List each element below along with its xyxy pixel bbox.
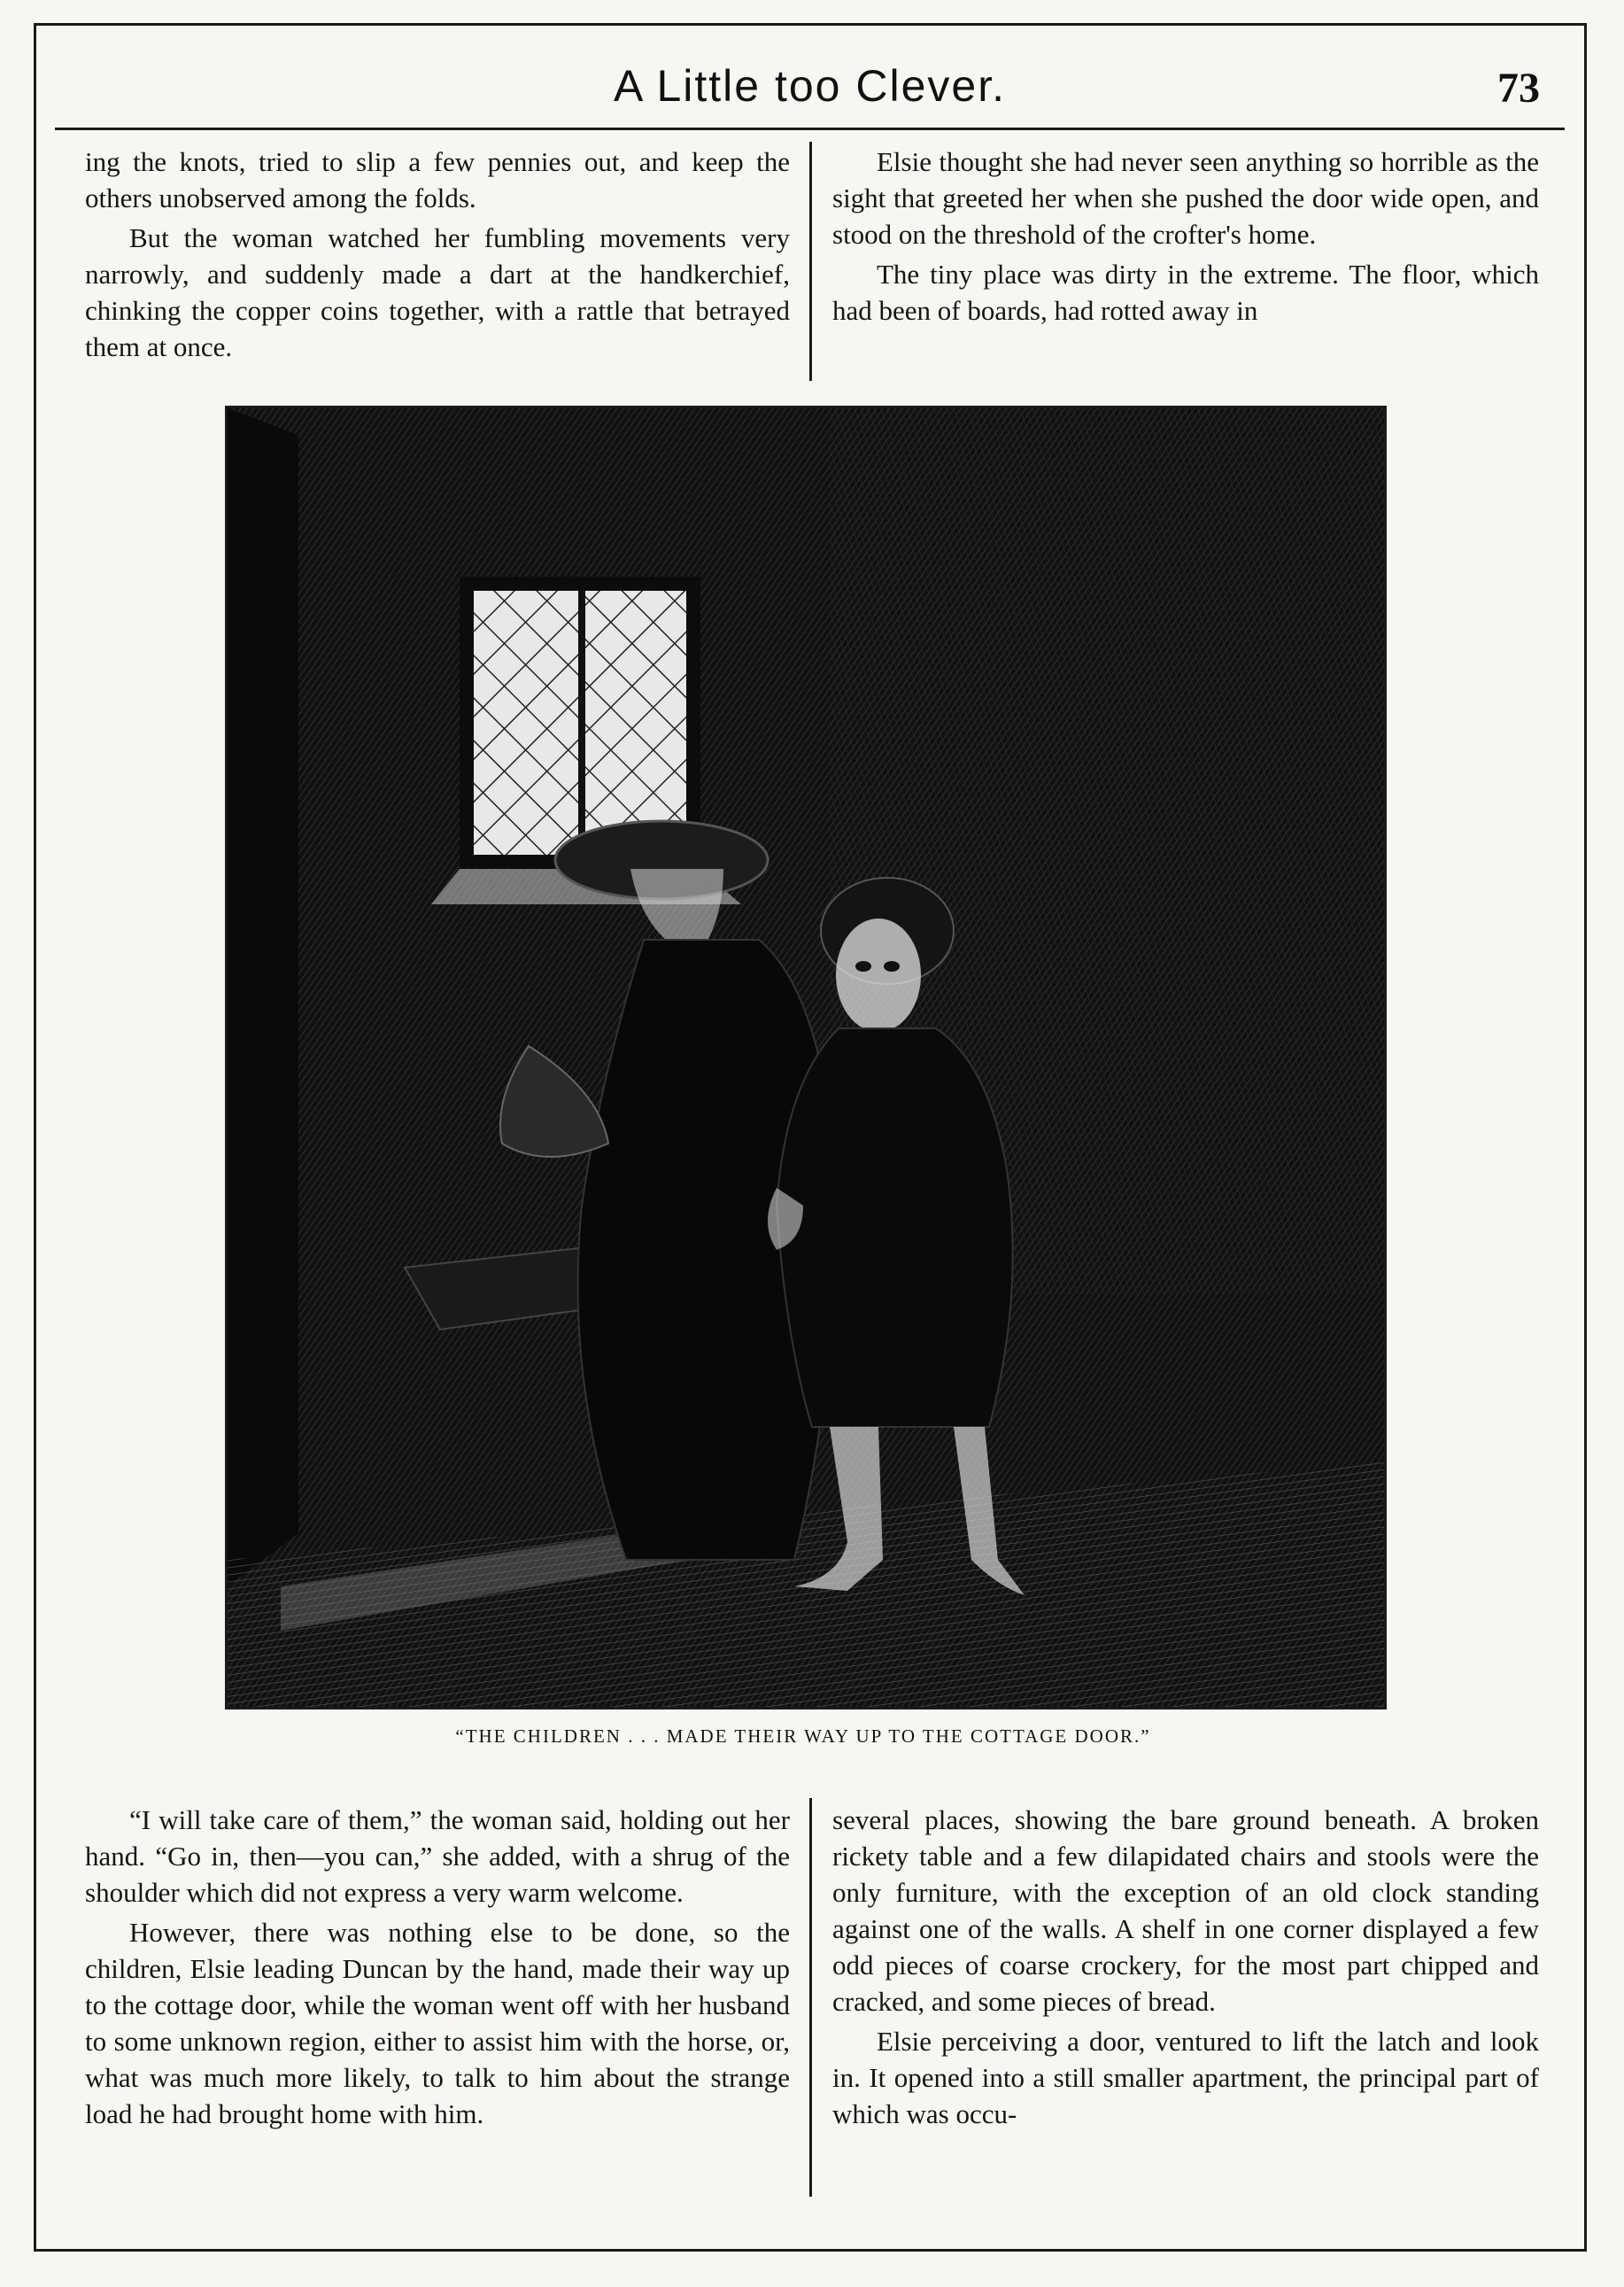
paragraph: several places, showing the bare ground beneath. A broken rickety table and a few dilapidated chairs and stools were the only furniture, with the exception of an old clock standing against one of the walls. A shelf in one corner displayed a few odd pieces of coarse crockery, for the most part chipped and cracked, and some pieces of bread.: [832, 1804, 1539, 2017]
page-number: 73: [1497, 65, 1540, 112]
paragraph: Elsie thought she had never seen anything so horrible as the sight that greeted her when she pushed the door wide open, and stood on the threshold of the crofter's home.: [832, 146, 1539, 250]
paragraph: “I will take care of them,” the woman said, holding out her hand. “Go in, then—you can,” she added, with a shrug of the shoulder which did not express a very warm welcome.: [85, 1804, 790, 1908]
duncan-eye: [884, 961, 900, 972]
paragraph: The tiny place was dirty in the extreme. The floor, which had been of boards, had rotted away in: [832, 259, 1539, 326]
page-header: [55, 55, 1565, 130]
engraving-picture: [228, 408, 1384, 1707]
bottom-right-column: [832, 1802, 1539, 2132]
column-divider: [809, 1798, 812, 2197]
top-right-column: [832, 143, 1539, 329]
paragraph: Elsie perceiving a door, ventured to lift the latch and look in. It opened into a still smaller apartment, the principal part of which was occu-: [832, 2026, 1539, 2129]
bottom-left-column: [85, 1802, 790, 2132]
page-title: A Little too Clever.: [613, 61, 1006, 111]
paragraph: But the woman watched her fumbling movements very narrowly, and suddenly made a dart at the handkerchief, chinking the copper coins together, with a rattle that betrayed them at once.: [85, 222, 790, 362]
top-left-column: [85, 143, 790, 365]
duncan-eye: [855, 961, 871, 972]
duncan-face: [836, 919, 921, 1032]
side-wall: [228, 408, 298, 1586]
paragraph: However, there was nothing else to be done, so the children, Elsie leading Duncan by the hand, made their way up to the cottage door, while the woman went off with her husband to some unknown region, either to assist him with the horse, or, what was much more likely, to talk to him about the strange load he had brought home with him.: [85, 1917, 790, 2129]
duncan-figure: [777, 1028, 1013, 1427]
engraving-illustration: [225, 406, 1387, 1709]
column-divider: [809, 142, 812, 381]
paragraph: ing the knots, tried to slip a few pennies out, and keep the others unobserved among the folds.: [85, 146, 790, 213]
illustration-caption: “THE CHILDREN . . . MADE THEIR WAY UP TO THE COTTAGE DOOR.”: [455, 1725, 1151, 1747]
